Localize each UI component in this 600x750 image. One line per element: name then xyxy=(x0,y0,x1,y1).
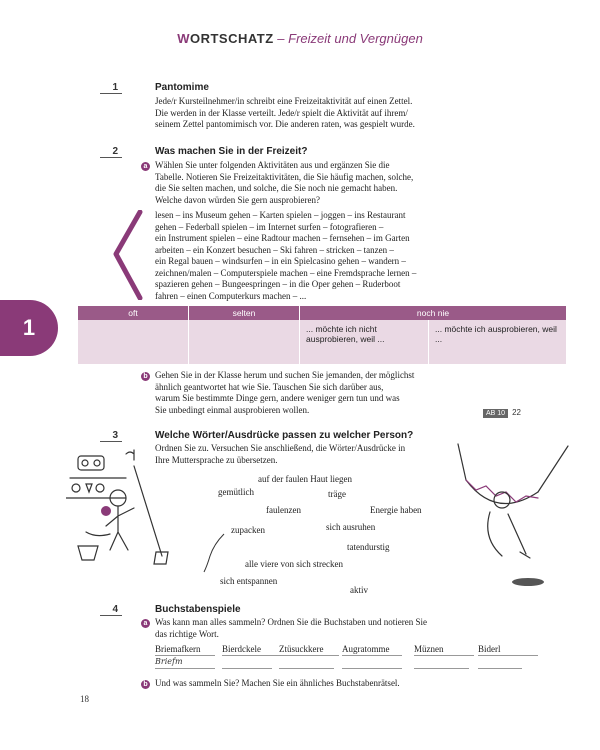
squiggle-decoration xyxy=(200,530,230,575)
text-line: Wählen Sie unter folgenden Aktivitäten aus und ergänzen Sie die xyxy=(155,160,390,170)
title-dash: – xyxy=(273,31,289,46)
workbook-reference xyxy=(483,402,521,420)
text-line: Welche davon würden Sie gern ausprobieren? xyxy=(155,194,320,205)
exercise-1-text xyxy=(155,96,415,131)
word-item: sich ausruhen xyxy=(326,522,376,532)
word-item: sich entspannen xyxy=(220,576,278,586)
word-item: gemütlich xyxy=(218,487,254,497)
exercise-1-title: Pantomime xyxy=(155,82,209,93)
part-b-marker: b xyxy=(141,372,150,381)
table-cell[interactable]: ... möchte ich ausprobieren, weil ... xyxy=(429,320,567,364)
table-cell[interactable] xyxy=(78,320,189,364)
exercise-4a-text xyxy=(155,617,427,640)
exercise-3-title: Welche Wörter/Ausdrücke passen zu welcher Person? xyxy=(155,430,414,441)
answer-line[interactable] xyxy=(478,668,522,669)
activity-line: zeichnen/malen – Computerspiele machen – eine Fremdsprache lernen – xyxy=(155,267,417,278)
word-item: Energie haben xyxy=(370,505,422,515)
col-header-oft: oft xyxy=(78,306,189,320)
workbook-label: AB 10 xyxy=(483,409,508,418)
word-item: alle viere von sich strecken xyxy=(245,559,343,569)
page-title xyxy=(0,30,600,48)
text-line: die Sie selten machen, und solche, die Sie noch nie gemacht haben. xyxy=(155,183,398,193)
exercise-2b-text xyxy=(155,370,414,416)
answer-line[interactable] xyxy=(155,668,215,669)
handwritten-answer: Briefm xyxy=(155,657,183,666)
answer-line[interactable] xyxy=(222,668,272,669)
text-line: seinem Zettel pantomimisch vor. Die anderen raten, was gespielt wurde. xyxy=(155,119,415,129)
word-item: aktiv xyxy=(350,585,368,595)
word-item: träge xyxy=(328,489,346,499)
exercise-2-number: 2 xyxy=(100,146,122,158)
text-line: das richtige Wort. xyxy=(155,628,219,639)
activity-line: arbeiten – ein Konzert besuchen – Ski fahren – stricken – tanzen – xyxy=(155,244,394,255)
scramble-word: Augratomme xyxy=(342,644,402,656)
word-item: faulenzen xyxy=(266,505,301,515)
text-line: Sie unbedingt einmal ausprobieren wollen. xyxy=(155,404,310,415)
page-subtitle: Freizeit und Vergnügen xyxy=(288,31,423,46)
page-number: 18 xyxy=(80,694,89,704)
bracket-decoration xyxy=(110,210,150,300)
activity-line: spazieren gehen – Bungeespringen – in die Oper gehen – Ruderboot xyxy=(155,279,401,289)
word-item: tatendurstig xyxy=(347,542,390,552)
scramble-word: Ztüsuckkere xyxy=(279,644,339,656)
text-line: warum Sie bestimmte Dinge gern, andere weniger gern tun und was xyxy=(155,393,400,403)
text-line: Jede/r Kursteilnehmer/in schreibt eine Freizeitaktivität auf einen Zettel. xyxy=(155,96,413,106)
exercise-2a-text xyxy=(155,160,413,206)
chapter-tab: 1 xyxy=(0,300,58,356)
part-a-marker: a xyxy=(141,619,150,628)
exercise-1-number: 1 xyxy=(100,82,122,94)
part-b-marker: b xyxy=(141,680,150,689)
exercise-3-number: 3 xyxy=(100,430,122,442)
exercise-4b-text: Und was sammeln Sie? Machen Sie ein ähnliches Buchstabenrätsel. xyxy=(155,678,400,688)
text-line: Gehen Sie in der Klasse herum und suchen Sie jemanden, der möglichst xyxy=(155,370,415,380)
word-item: zupacken xyxy=(231,525,265,535)
text-line: Ordnen Sie zu. Versuchen Sie anschließend, die Wörter/Ausdrücke in xyxy=(155,443,406,453)
scramble-word: Biderl xyxy=(478,644,538,656)
activity-line: gehen – Federball spielen – im Internet surfen – fotografieren – xyxy=(155,221,384,232)
scramble-word: Briemafkern xyxy=(155,644,215,656)
activity-line: fahren – einen Computerkurs machen – ... xyxy=(155,290,307,301)
text-line: Die werden in der Klasse verteilt. Jede/r spielt die Aktivität auf ihrem/ xyxy=(155,107,408,118)
text-line: Ihre Muttersprache zu übersetzen. xyxy=(155,454,278,465)
col-header-noch-nie: noch nie xyxy=(300,306,567,320)
exercise-4-title: Buchstabenspiele xyxy=(155,604,241,615)
scramble-word: Bierdckele xyxy=(222,644,282,656)
busy-person-illustration xyxy=(66,446,216,586)
table-cell[interactable] xyxy=(189,320,300,364)
hammock-illustration xyxy=(430,440,580,590)
title-rest: ORTSCHATZ xyxy=(189,31,274,46)
scramble-word: Müznen xyxy=(414,644,474,656)
activity-line: ein Instrument spielen – eine Radtour machen – fernsehen – im Garten xyxy=(155,233,410,243)
exercise-2-title: Was machen Sie in der Freizeit? xyxy=(155,146,308,157)
answer-line[interactable] xyxy=(279,668,334,669)
part-a-marker: a xyxy=(141,162,150,171)
word-item: auf der faulen Haut liegen xyxy=(258,474,352,484)
title-initial: W xyxy=(177,31,190,46)
answer-line[interactable] xyxy=(342,668,402,669)
answer-line[interactable] xyxy=(414,668,469,669)
activity-line: lesen – ins Museum gehen – Karten spielen – joggen – ins Restaurant xyxy=(155,210,406,220)
col-header-selten: selten xyxy=(189,306,300,320)
text-line: Tabelle. Notieren Sie Freizeitaktivitäten, die Sie häufig machen, solche, xyxy=(155,171,414,182)
workbook-page: 22 xyxy=(512,408,521,417)
frequency-table xyxy=(78,306,566,364)
exercise-4-number: 4 xyxy=(100,604,122,616)
table-cell[interactable]: ... möchte ich nicht ausprobieren, weil ... xyxy=(300,320,429,364)
activity-list xyxy=(155,210,416,302)
text-line: ähnlich geantwortet hat wie Sie. Tauschen Sie sich darüber aus, xyxy=(155,381,384,392)
text-line: Was kann man alles sammeln? Ordnen Sie die Buchstaben und notieren Sie xyxy=(155,617,427,627)
activity-line: ein Regal bauen – windsurfen – in ein Spielcasino gehen – wandern – xyxy=(155,256,406,266)
